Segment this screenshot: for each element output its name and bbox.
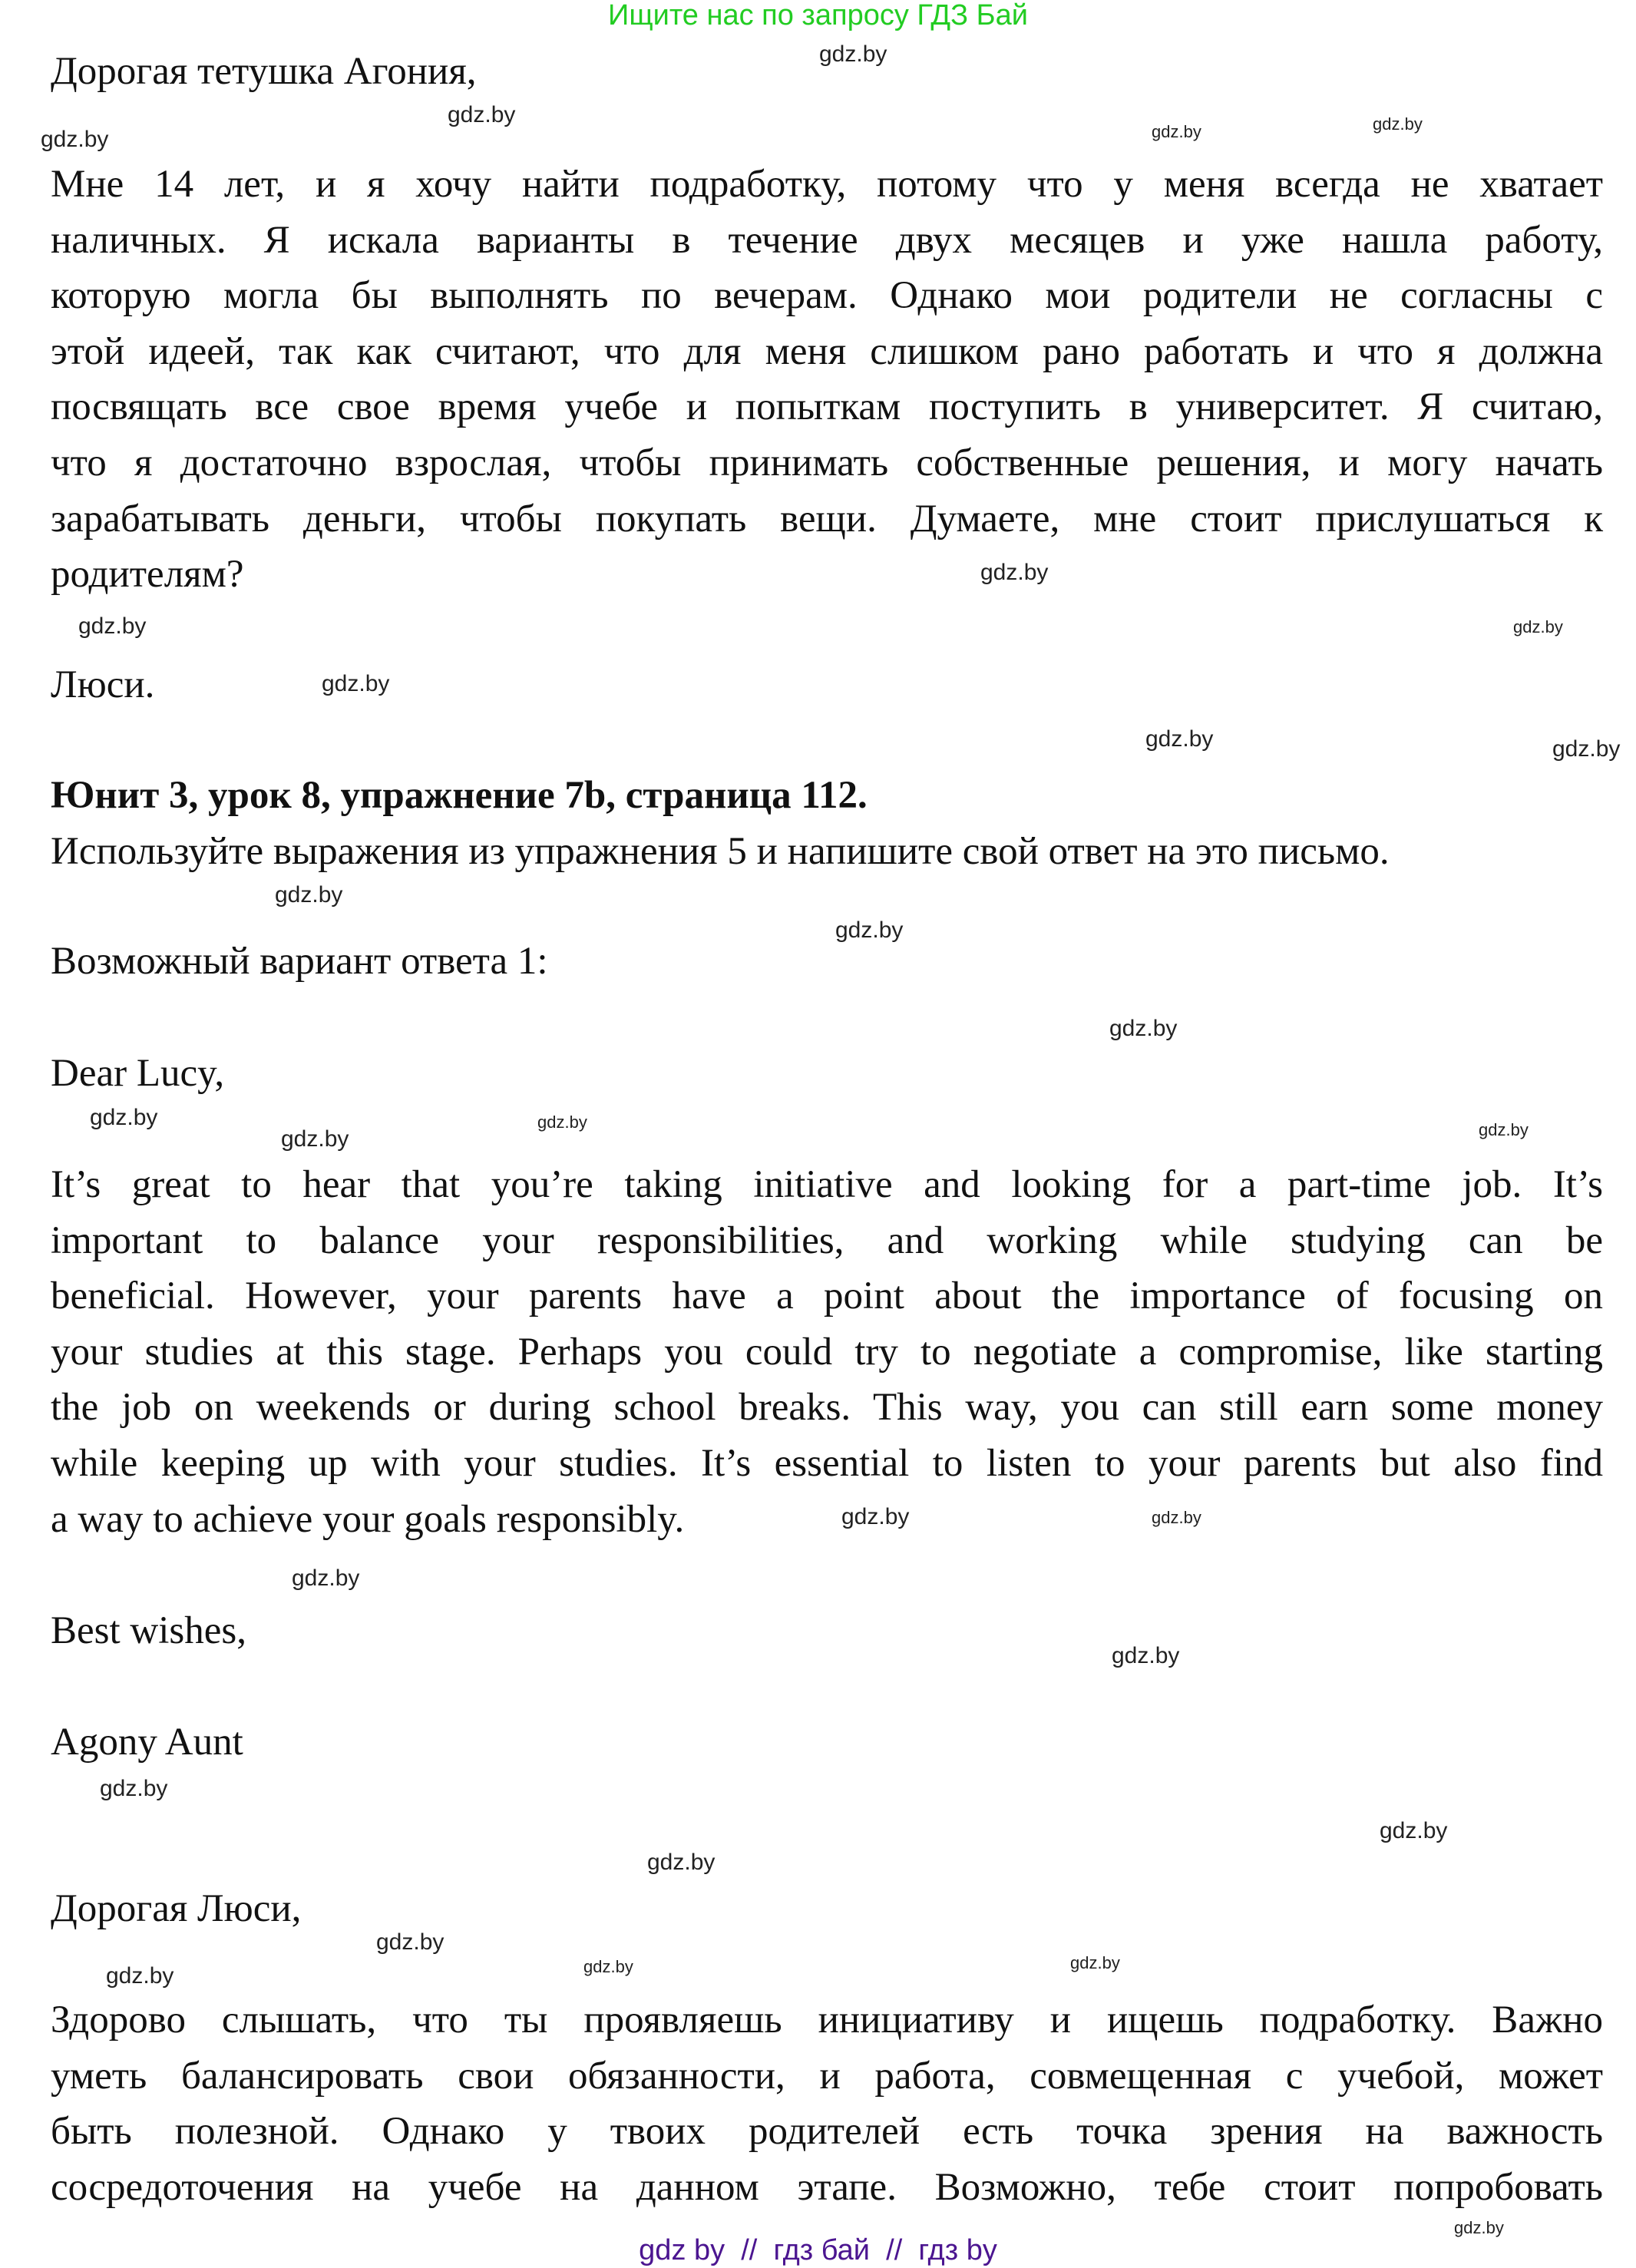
letter-line: которую могла бы выполнять по вечерам. Однако мои родители не согласны с bbox=[51, 274, 1603, 318]
watermark: gdz.by bbox=[1479, 1120, 1529, 1139]
watermark: gdz.by bbox=[1552, 736, 1621, 762]
footer-links[interactable]: gdz by // гдз бай // гдз by bbox=[639, 2234, 997, 2266]
answer-line: сосредоточения на учебе на данном этапе. Возможно, тебе стоит попробовать bbox=[51, 2165, 1603, 2209]
watermark: gdz.by bbox=[100, 1776, 168, 1801]
answer-en-greeting bbox=[51, 1046, 1603, 1102]
letter-line: Мне 14 лет, и я хочу найти подработку, потому что у меня всегда не хватает bbox=[51, 163, 1603, 206]
watermark: gdz.by bbox=[106, 1963, 174, 1989]
letter-line: наличных. Я искала варианты в течение двух месяцев и уже нашла работу, bbox=[51, 218, 1603, 262]
watermark: gdz.by bbox=[1152, 1508, 1201, 1527]
watermark: gdz.by bbox=[583, 1957, 633, 1976]
letter-line: посвящать все свое время учебе и попыткам поступить в университет. Я считаю, bbox=[51, 385, 1603, 429]
exercise-heading: Юнит 3, урок 8, упражнение 7b, страница 112. bbox=[51, 774, 868, 817]
watermark: gdz.by bbox=[819, 41, 887, 67]
watermark: gdz.by bbox=[90, 1105, 158, 1130]
watermark: gdz.by bbox=[1454, 2218, 1504, 2237]
answer-line: Здорово слышать, что ты проявляешь инициативу и ищешь подработку. Важно bbox=[51, 1999, 1603, 2042]
watermark: gdz.by bbox=[1513, 617, 1563, 636]
answer-line: the job on weekends or during school breaks. This way, you can still earn some money bbox=[51, 1386, 1603, 1430]
watermark: gdz.by bbox=[448, 102, 516, 127]
answer-en-body bbox=[51, 1157, 1603, 1547]
answer-line: быть полезной. Однако у твоих родителей есть точка зрения на важность bbox=[51, 2110, 1603, 2154]
answer-line: It’s great to hear that you’re taking initiative and looking for a part-time job. It’s bbox=[51, 1163, 1603, 1206]
letter-signature bbox=[51, 657, 1603, 713]
variant-label bbox=[51, 934, 1603, 990]
answer-en-signature bbox=[51, 1714, 1603, 1770]
greeting-text: Дорогая тетушка Агония, bbox=[51, 50, 477, 93]
exercise-block bbox=[51, 768, 1603, 879]
answer-en-closing bbox=[51, 1603, 1603, 1659]
watermark: gdz.by bbox=[322, 671, 390, 696]
answer-line: while keeping up with your studies. It’s essential to listen to your parents but also find bbox=[51, 1441, 1603, 1485]
signature-text: Agony Aunt bbox=[51, 1721, 243, 1764]
watermark: gdz.by bbox=[281, 1126, 349, 1152]
closing-text: Best wishes, bbox=[51, 1609, 246, 1652]
variant-text: Возможный вариант ответа 1: bbox=[51, 940, 548, 983]
answer-ru-body bbox=[51, 1992, 1603, 2215]
answer-line: beneficial. However, your parents have a point about the importance of focusing on bbox=[51, 1275, 1603, 1318]
letter-line: что я достаточно взрослая, чтобы принимать собственные решения, и могу начать bbox=[51, 441, 1603, 484]
watermark: gdz.by bbox=[1380, 1818, 1448, 1843]
watermark: gdz.by bbox=[537, 1113, 587, 1132]
search-banner: Ищите нас по запросу ГДЗ Бай bbox=[608, 0, 1028, 31]
watermark: gdz.by bbox=[1373, 114, 1423, 134]
answer-line: your studies at this stage. Perhaps you could try to negotiate a compromise, like starting bbox=[51, 1330, 1603, 1374]
watermark: gdz.by bbox=[980, 560, 1049, 585]
watermark: gdz.by bbox=[1070, 1953, 1120, 1972]
letter-line: зарабатывать деньги, чтобы покупать вещи. Думаете, мне стоит прислушаться к bbox=[51, 497, 1603, 541]
watermark: gdz.by bbox=[292, 1565, 360, 1591]
watermark: gdz.by bbox=[275, 882, 343, 908]
answer-line: important to balance your responsibilities, and working while studying can be bbox=[51, 1218, 1603, 1262]
watermark: gdz.by bbox=[1145, 726, 1214, 752]
watermark: gdz.by bbox=[376, 1929, 445, 1955]
exercise-instruction: Используйте выражения из упражнения 5 и напишите свой ответ на это письмо. bbox=[51, 829, 1390, 873]
watermark: gdz.by bbox=[1152, 122, 1201, 141]
watermark: gdz.by bbox=[835, 917, 904, 943]
greeting-text: Dear Lucy, bbox=[51, 1052, 225, 1095]
signature-text: Люси. bbox=[51, 663, 155, 706]
watermark: gdz.by bbox=[41, 127, 109, 152]
answer-line: уметь балансировать свои обязанности, и работа, совмещенная с учебой, может bbox=[51, 2054, 1603, 2098]
greeting-text: Дорогая Люси, bbox=[51, 1887, 302, 1930]
letter-line: этой идеей, так как считают, что для меня слишком рано работать и что я должна bbox=[51, 329, 1603, 373]
watermark: gdz.by bbox=[841, 1504, 910, 1529]
letter-line: родителям? bbox=[51, 553, 244, 597]
answer-line: a way to achieve your goals responsibly. bbox=[51, 1497, 685, 1541]
watermark: gdz.by bbox=[1109, 1016, 1178, 1041]
watermark: gdz.by bbox=[647, 1850, 716, 1875]
watermark: gdz.by bbox=[1112, 1643, 1180, 1668]
answer-ru-greeting bbox=[51, 1881, 1603, 1937]
watermark: gdz.by bbox=[78, 613, 147, 639]
letter-body bbox=[51, 157, 1603, 603]
